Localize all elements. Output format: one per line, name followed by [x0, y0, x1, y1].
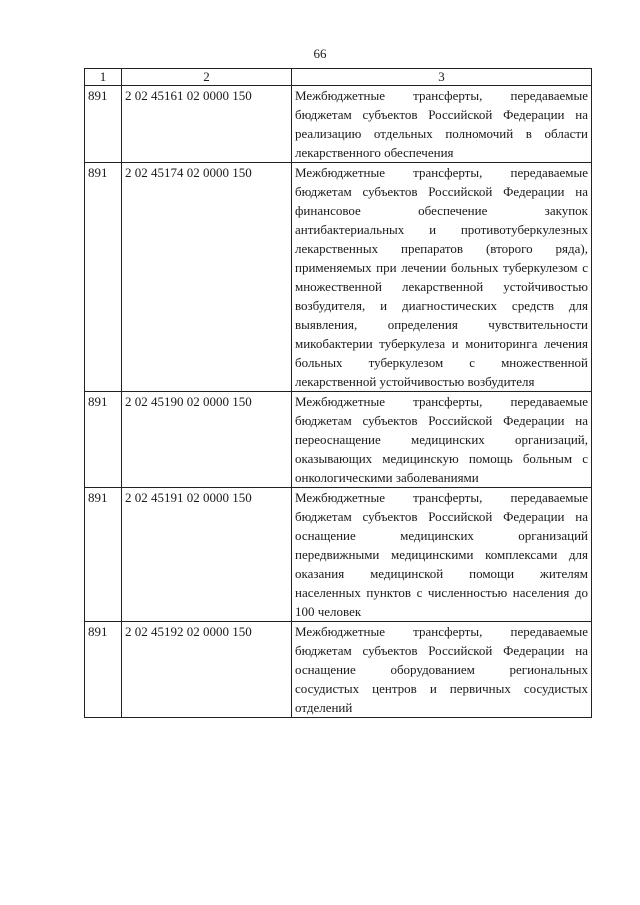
table-row [85, 86, 592, 163]
income-code-cell: 2 02 45191 02 0000 150 [122, 488, 292, 622]
income-name-cell: Межбюджетные трансферты, передаваемые бюджетам субъектов Российской Федерации на переоснащение медицинских организаций, оказывающих медицинскую помощь больным с онкологическими заболеваниями [292, 392, 592, 488]
income-name-cell: Межбюджетные трансферты, передаваемые бюджетам субъектов Российской Федерации на финансовое обеспечение закупок антибактериальных и противотуберкулезных лекарственных препаратов (второго ряда), применяемых при лечении больных туберкулезом с множественной лекарственной устойчивостью возбудителя, и диагностических средств для выявления, определения чувствительности микобактерии туберкулеза и мониторинга лечения больных туберкулезом с множественной лекарственной устойчивостью возбудителя [292, 163, 592, 392]
table-header-row [85, 69, 592, 86]
admin-code-cell: 891 [85, 392, 122, 488]
table-row [85, 622, 592, 718]
admin-code-cell: 891 [85, 488, 122, 622]
admin-code-cell: 891 [85, 86, 122, 163]
table-row [85, 488, 592, 622]
budget-classification-table [84, 68, 592, 718]
income-code-cell: 2 02 45192 02 0000 150 [122, 622, 292, 718]
income-code-cell: 2 02 45174 02 0000 150 [122, 163, 292, 392]
admin-code-cell: 891 [85, 163, 122, 392]
income-name-cell: Межбюджетные трансферты, передаваемые бюджетам субъектов Российской Федерации на оснащение медицинских организаций передвижными медицинскими комплексами для оказания медицинской помощи жителям населенных пунктов с численностью населения до 100 человек [292, 488, 592, 622]
income-code-cell: 2 02 45190 02 0000 150 [122, 392, 292, 488]
income-name-cell: Межбюджетные трансферты, передаваемые бюджетам субъектов Российской Федерации на оснащение оборудованием региональных сосудистых центров и первичных сосудистых отделений [292, 622, 592, 718]
column-header-1: 1 [85, 69, 122, 86]
admin-code-cell: 891 [85, 622, 122, 718]
income-name-cell: Межбюджетные трансферты, передаваемые бюджетам субъектов Российской Федерации на реализацию отдельных полномочий в области лекарственного обеспечения [292, 86, 592, 163]
table-row [85, 163, 592, 392]
income-code-cell: 2 02 45161 02 0000 150 [122, 86, 292, 163]
page-number: 66 [313, 46, 327, 61]
column-header-3: 3 [292, 69, 592, 86]
table-row [85, 392, 592, 488]
column-header-2: 2 [122, 69, 292, 86]
